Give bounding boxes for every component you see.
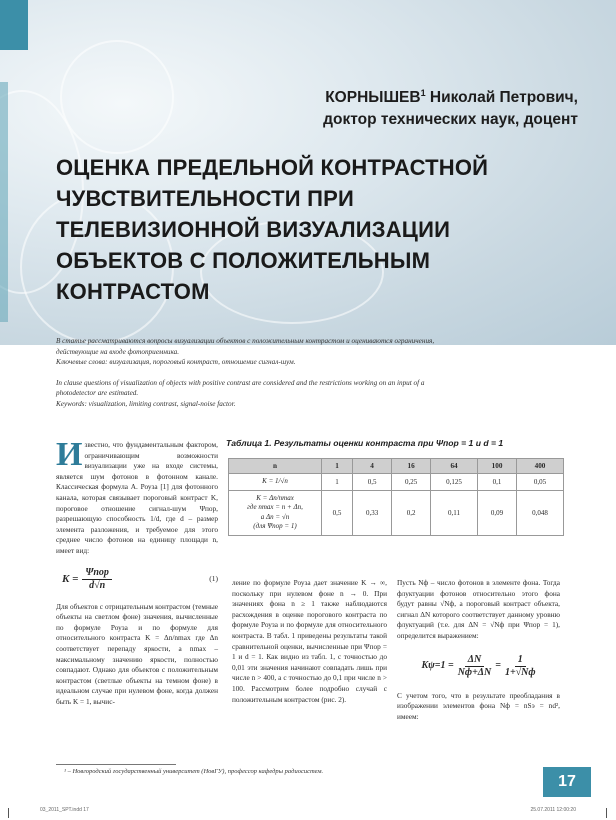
row-label-line: где nmax = n + Δn,: [247, 503, 303, 511]
formula-lhs: K =: [62, 572, 79, 585]
table-cell: 0,5: [322, 490, 353, 535]
table-header-row: [229, 459, 564, 474]
abstract-block: [56, 336, 566, 409]
side-accent-bar: [0, 82, 8, 322]
row-label-line: (для Ψпор = 1): [253, 522, 297, 530]
author-surname: КОРНЫШЕВ: [325, 89, 421, 107]
author-degree: доктор технических наук, доцент: [323, 111, 578, 129]
table-cell: 0,33: [353, 490, 392, 535]
table-cell: 1: [322, 474, 353, 491]
row-label-line: a Δn = √n: [260, 512, 290, 521]
formula-number: (1): [209, 573, 218, 583]
formula-fraction: [82, 567, 112, 592]
print-slug-left: 03_2011_SPT.indd 17: [40, 807, 89, 813]
table-cell: 0,09: [478, 490, 517, 535]
article-title: [56, 152, 576, 307]
title-line: ОЦЕНКА ПРЕДЕЛЬНОЙ КОНТРАСТНОЙ: [56, 155, 489, 180]
formula-fraction: [458, 654, 492, 679]
column-1: [56, 436, 218, 707]
title-line: ОБЪЕКТОВ С ПОЛОЖИТЕЛЬНЫМ: [56, 248, 431, 273]
author-block: [323, 82, 578, 131]
keywords-ru: Ключевые слова: визуализация, пороговый контраст, отношение сигнал-шум.: [56, 358, 296, 366]
table-cell: 0,2: [392, 490, 431, 535]
table-cell: 0,25: [392, 474, 431, 491]
paragraph: ление по формуле Роуза дает значение K → ∞, поскольку при нулевом фоне n → 0. При значениях фона n ≥ 1 также наблюдаются расхождения в оценке порогового контраста по формуле Роуза и по формуле для относительного контраста. В табл. 1 приведены результаты такой сравнительной оценки, вычисленные при Ψпор = 1 и d = 1. Как видно из табл. 1, с точностью до 0,01 эти значения начинают совпадать лишь при числе n > 400, а с точностью до 0,1 при числе n > 100. Рассмотрим более подробно случай с положительным контрастом (рис. 2).: [232, 578, 387, 704]
table-cell: 0,1: [478, 474, 517, 491]
drop-cap: И: [56, 436, 83, 473]
abstract-ru-line: В статье рассматриваются вопросы визуализации объектов с положительным контрастом и оцениваются ограничения,: [56, 337, 435, 345]
formula-denominator: 1+√Nф: [504, 666, 536, 678]
column-2: [232, 578, 387, 705]
table-row: [229, 490, 564, 535]
formula-equals: =: [495, 659, 501, 671]
formula-numerator: 1: [515, 654, 526, 667]
crop-mark: [8, 808, 9, 818]
footnote: ¹ – Новгородский государственный университет (НовГУ), профессор кафедры радиосистем.: [64, 768, 324, 775]
table-row: [229, 474, 564, 491]
abstract-ru-line: действующие на входе фотоприемника.: [56, 347, 180, 356]
title-line: ЧУВСТВИТЕЛЬНОСТИ ПРИ: [56, 186, 355, 211]
results-table: [228, 458, 564, 536]
page-number: 17: [543, 767, 591, 797]
row-label: K = 1/√n: [229, 474, 322, 491]
row-label-line: K = Δn/nmax: [256, 493, 294, 502]
formula-denominator: Nф+ΔN: [457, 666, 492, 678]
table-cell: 0,05: [517, 474, 564, 491]
formula-1: [62, 567, 218, 592]
abstract-en-line: In clause questions of visualization of objects with positive contrast are considered and the restrictions working on an input of a: [56, 378, 425, 387]
paragraph: звестно, что фундаментальным фактором, ограничивающим возможности визуализации уже на входе системы, является шум фотонов в фотонном канале. Классическая формула А. Роуза [1] для фотонного канала, которая связывает пороговый контраст K, пороговое отношение сигнал-шум Ψпор, разрешающую способность 1/d, где d – размер элемента разложения, и требуемое для этого среднее число фотонов на единицу площади n, имеет вид:: [56, 440, 218, 555]
paragraph: С учетом того, что в результате преобладания в изображении элементов фона Nф = nSэ = nd², имеем:: [397, 690, 560, 721]
table-header-cell: 1: [322, 459, 353, 474]
formula-numerator: Ψпор: [82, 567, 112, 580]
table-header-cell: 16: [392, 459, 431, 474]
formula-lhs: Kψ=1 =: [421, 659, 454, 671]
corner-accent-bar: [0, 0, 28, 50]
author-footnote-ref: 1: [420, 88, 426, 98]
crop-mark: [606, 808, 607, 818]
formula-2: [397, 654, 560, 679]
title-line: ТЕЛЕВИЗИОННОЙ ВИЗУАЛИЗАЦИИ: [56, 217, 451, 242]
title-line: КОНТРАСТОМ: [56, 279, 210, 304]
column-3: [397, 578, 560, 722]
paragraph: Для объектов с отрицательным контрастом (темные объекты на светлом фоне) значения, вычисленные по формуле Роуза и по формуле для относительного контраста K = Δn/nmax где Δn соответствует перепаду яркости, а nmax – максимальному значению яркости, полностью совпадают. Однако для объектов с положительным контрастом (светлые объекты на темном фоне) в идеальном случае при нулевом фоне, когда должен быть K = 1, вычис-: [56, 601, 218, 706]
table-title: Таблица 1. Результаты оценки контраста при Ψпор = 1 и d = 1: [226, 438, 504, 448]
table-cell: 0,11: [431, 490, 478, 535]
paragraph: Пусть Nф – число фотонов в элементе фона. Тогда флуктуации фотонов относительно этого фона будут равны √Nф, а пороговый контраст объекта, сигнал ΔN которого соответствует данному уровню флуктуаций (т.е. для ΔN = √Nф при Ψпор = 1), определится выражением:: [397, 578, 560, 640]
table-cell: 0,048: [517, 490, 564, 535]
print-slug-right: 25.07.2011 12:00:20: [530, 807, 576, 813]
table-header-cell: 4: [353, 459, 392, 474]
formula-denominator: d√n: [89, 579, 106, 591]
table-cell: 0,5: [353, 474, 392, 491]
table-header-cell: 100: [478, 459, 517, 474]
formula-numerator: ΔN: [465, 654, 485, 667]
footnote-divider: [56, 764, 176, 765]
abstract-en-line: photodetector are estimated.: [56, 389, 139, 397]
table-header-cell: 64: [431, 459, 478, 474]
formula-fraction: [505, 654, 536, 679]
keywords-en: Keywords: visualization, limiting contrast, signal-noise factor.: [56, 399, 236, 408]
row-label: [229, 490, 322, 535]
table-header-cell: n: [229, 459, 322, 474]
author-given-name: Николай Петрович,: [425, 89, 578, 107]
table-header-cell: 400: [517, 459, 564, 474]
table-cell: 0,125: [431, 474, 478, 491]
